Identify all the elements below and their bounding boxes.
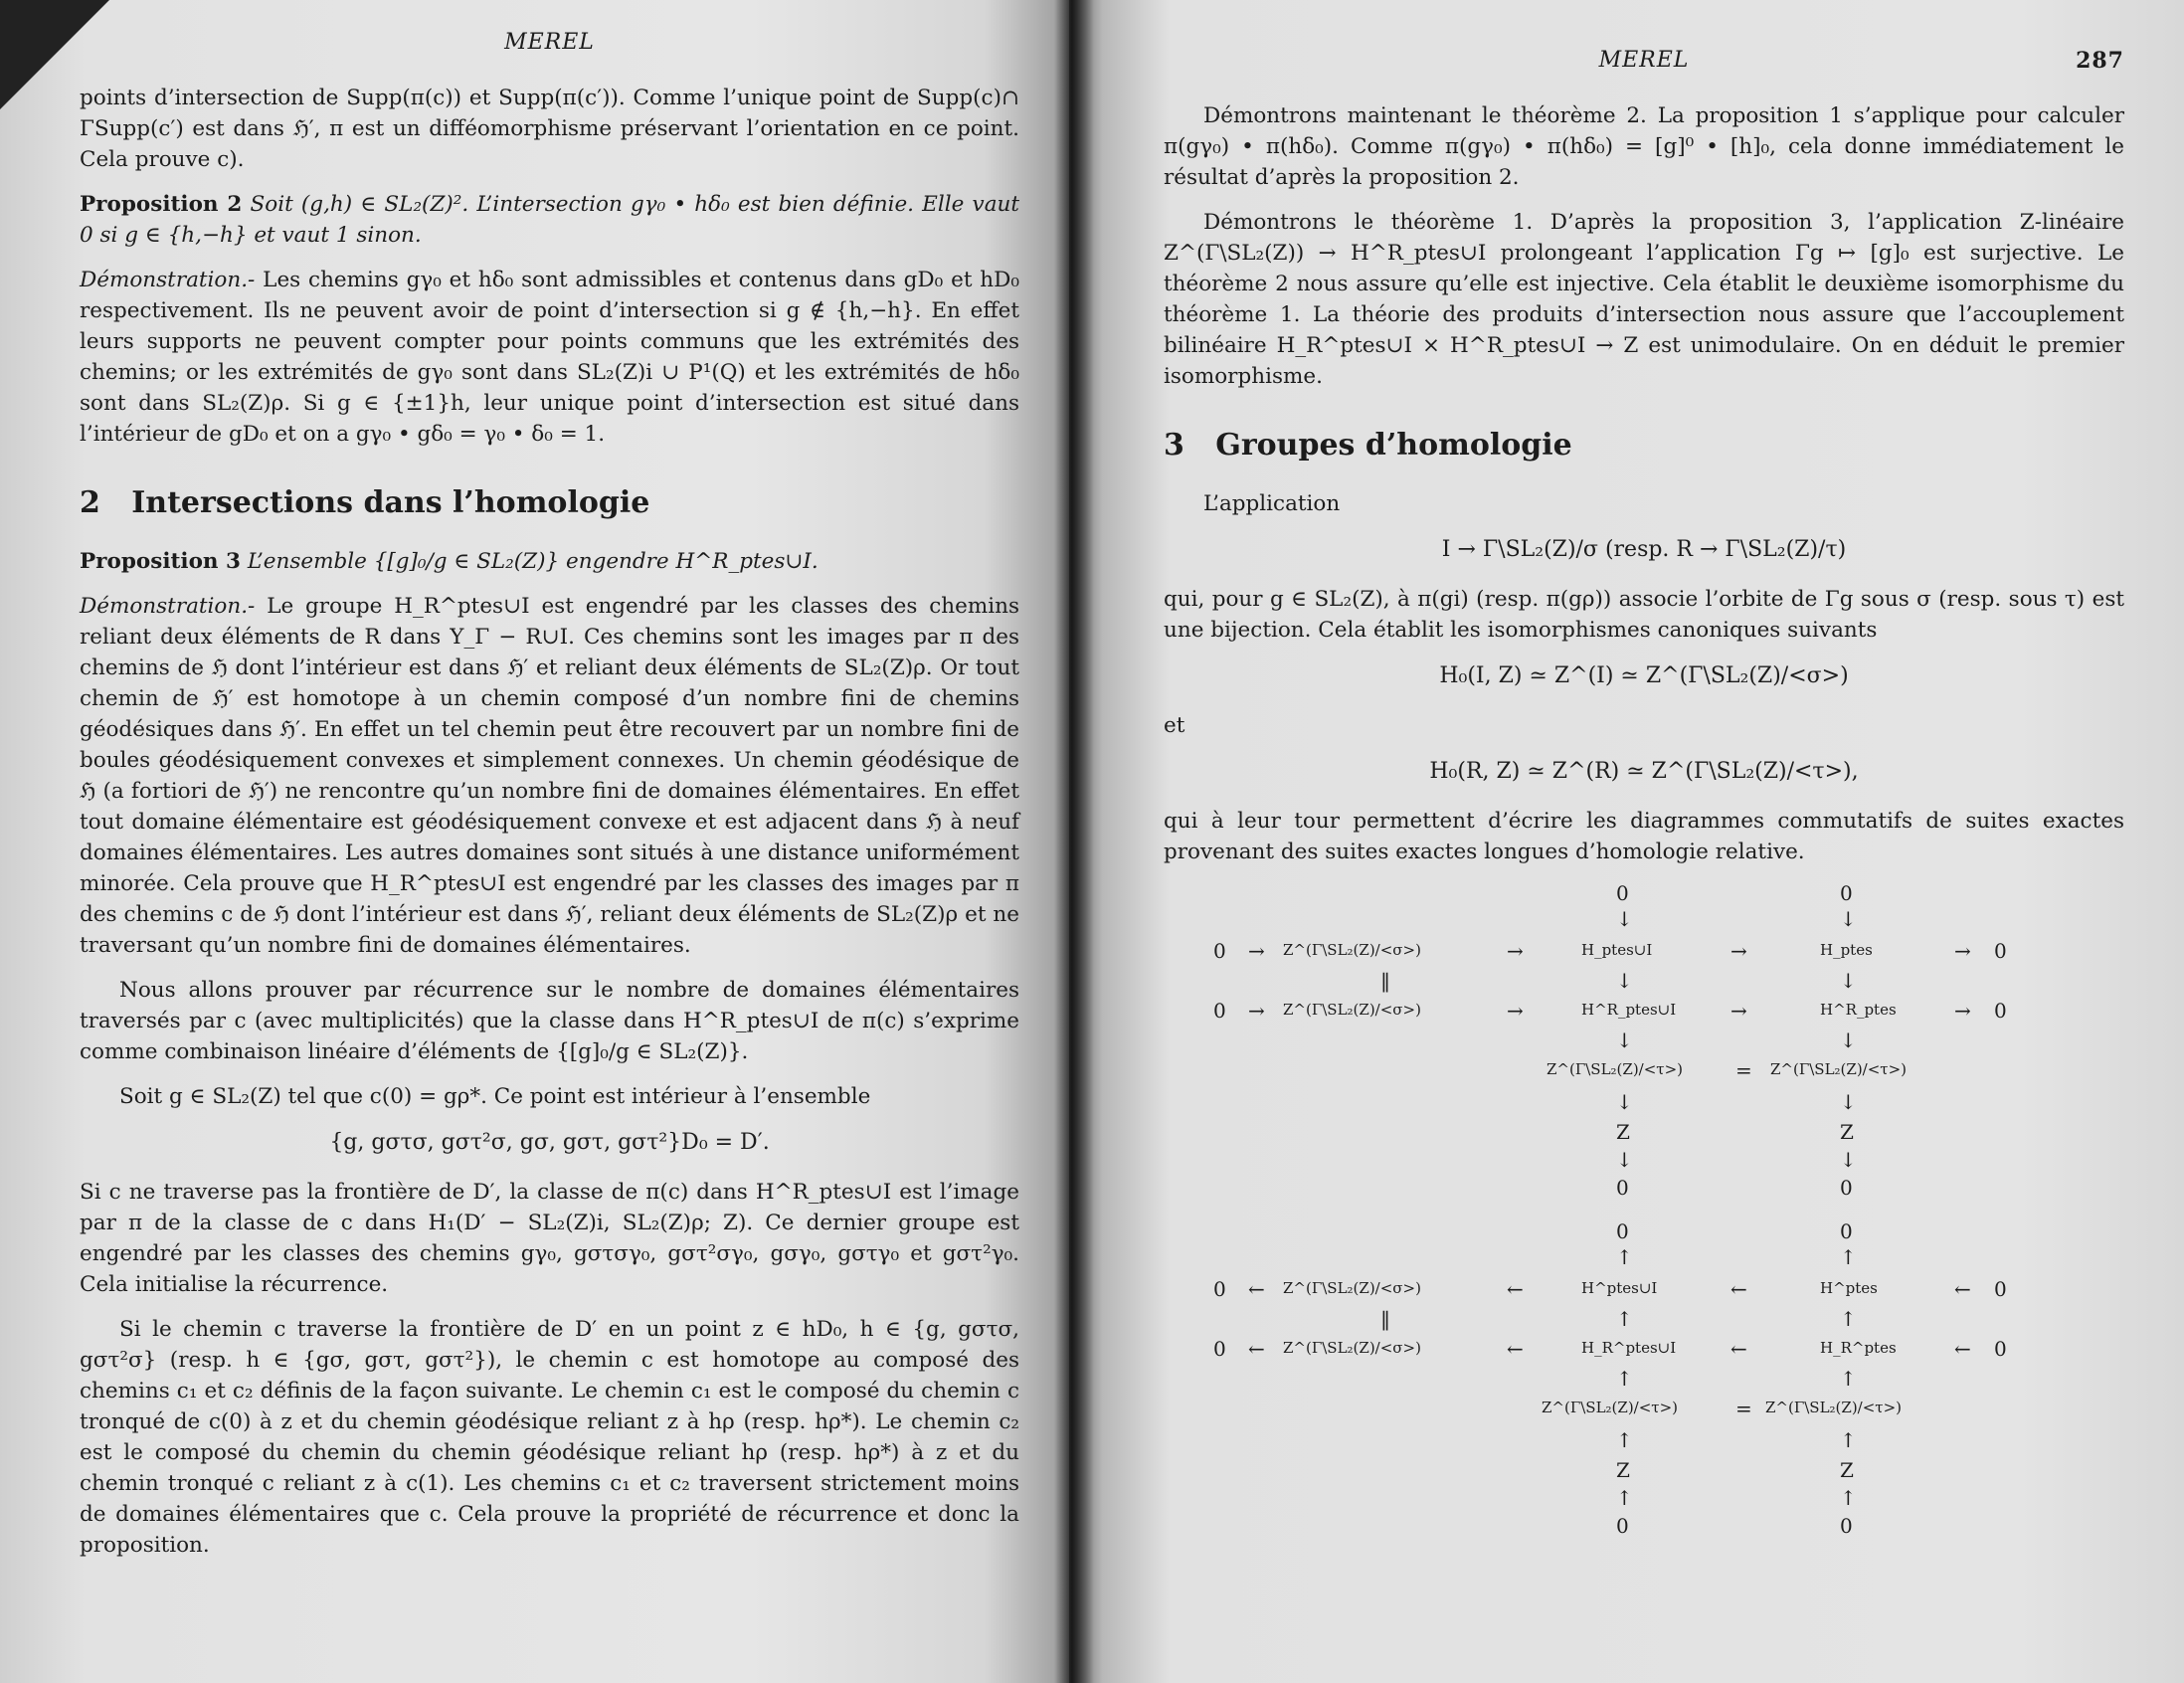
h-up-ptes: H^ptes bbox=[1820, 1279, 1878, 1297]
demonstration-label: Démonstration.- bbox=[80, 268, 256, 292]
section-heading-2 bbox=[80, 485, 1019, 520]
arrow-down: ↓ bbox=[1840, 1028, 1857, 1052]
arrow-right: → bbox=[1507, 999, 1524, 1023]
arrow-right: → bbox=[1730, 939, 1747, 963]
et-word: et bbox=[1164, 713, 1185, 738]
paragraph: Démontrons le théorème 1. D’après la proposition 3, l’application Z-linéaire Z^(Γ\SL₂(Z)) → H^R_ptes∪I prolongeant l’application Γg ↦ [g]₀ est surjective. Le théorème 2 nous assure qu’elle est injective. Cela établit le deuxième isomorphisme du théorème 1. La théorie des produits d’intersection nous assure que l’accouplement bilinéaire H_R^ptes∪I × H^R_ptes∪I → Z est unimodulaire. On en déduit le premier isomorphisme. bbox=[1164, 210, 2124, 389]
diagram-zero: 0 bbox=[1213, 939, 1226, 963]
z-tau: Z^(Γ\SL₂(Z)/<τ>) bbox=[1765, 1399, 1903, 1416]
equation-application: I → Γ\SL₂(Z)/σ (resp. R → Γ\SL₂(Z)/τ) bbox=[1441, 537, 1847, 562]
diagram-zero: 0 bbox=[1840, 1219, 1853, 1243]
left-page bbox=[0, 0, 1069, 1683]
proposition-3 bbox=[80, 546, 1019, 577]
double-line: ‖ bbox=[1380, 1307, 1390, 1331]
arrow-down: ↓ bbox=[1616, 907, 1633, 931]
arrow-down: ↓ bbox=[1616, 1028, 1633, 1052]
arrow-left: ← bbox=[1730, 1337, 1747, 1361]
arrow-down: ↓ bbox=[1616, 1148, 1633, 1172]
z-symbol: Z bbox=[1840, 1458, 1854, 1482]
z-symbol: Z bbox=[1616, 1120, 1630, 1144]
paragraph: qui, pour g ∈ SL₂(Z), à π(gi) (resp. π(gρ)) associe l’orbite de Γg sous σ (resp. sous τ) est une bijection. Cela établit les isomorphismes canoniques suivants bbox=[1164, 587, 2124, 643]
book-spine-shadow bbox=[1054, 0, 1094, 1683]
paragraph-si-2: Si le chemin c traverse la frontière de D′ en un point z ∈ hD₀, h ∈ {g, gστσ, gστ²σ} (resp. h ∈ {gσ, gστ, gστ²}), le chemin c est homotope au composé des chemins c₁ et c₂ définis de la façon suivante. Le chemin c₁ est le composé du chemin c tronqué de c(0) à z et du chemin géodésique reliant z à hρ (resp. hρ*). Le chemin c₂ est le composé du chemin du chemin géodésique reliant hρ (resp. hρ*) à z et du chemin tronqué c reliant z à c(1). Les chemins c₁ et c₂ traversent strictement moins de domaines élémentaires que c. Cela prouve la propriété de récurrence et donc la proposition. bbox=[80, 1317, 1019, 1558]
hR-ptes: H^R_ptes bbox=[1820, 1001, 1897, 1019]
right-page bbox=[1069, 0, 2184, 1683]
arrow-up: ↑ bbox=[1840, 1245, 1857, 1269]
section-number: 2 bbox=[80, 485, 100, 520]
arrow-left: ← bbox=[1954, 1337, 1971, 1361]
paragraph: Démontrons maintenant le théorème 2. La proposition 1 s’applique pour calculer π(gγ₀) • π(hδ₀). Comme π(gγ₀) • π(hδ₀) = [g]⁰ • [h]₀, cela donne immédiatement le résultat d’après la proposition 2. bbox=[1164, 103, 2124, 190]
hR-up-ptes-ui: H_R^ptes∪I bbox=[1581, 1339, 1677, 1357]
arrow-right: → bbox=[1507, 939, 1524, 963]
diagram-zero: 0 bbox=[1994, 1277, 2007, 1301]
diagram-zero: 0 bbox=[1616, 1514, 1629, 1538]
double-line: ‖ bbox=[1380, 969, 1390, 993]
section-number: 3 bbox=[1164, 428, 1184, 463]
arrow-left: ← bbox=[1507, 1337, 1524, 1361]
arrow-up: ↑ bbox=[1616, 1486, 1633, 1510]
z-symbol: Z bbox=[1840, 1120, 1854, 1144]
proposition-2 bbox=[80, 189, 1019, 251]
arrow-right: → bbox=[1954, 999, 1971, 1023]
demonstration-label: Démonstration.- bbox=[80, 594, 256, 619]
arrow-left: ← bbox=[1248, 1337, 1265, 1361]
commutative-diagrams bbox=[1164, 881, 2124, 1637]
z-tau: Z^(Γ\SL₂(Z)/<τ>) bbox=[1547, 1060, 1684, 1078]
diagram-zero: 0 bbox=[1616, 1176, 1629, 1200]
demonstration-2 bbox=[80, 591, 1019, 961]
arrow-down: ↓ bbox=[1840, 969, 1857, 993]
demonstration-text: Le groupe H_R^ptes∪I est engendré par les classes des chemins reliant deux éléments de R dans Y_Γ − R∪I. Ces chemins sont les images par π des chemins de ℌ dont l’intérieur est dans ℌ′ et reliant deux éléments de SL₂(Z)ρ. Or tout chemin de ℌ′ est homotope à un chemin composé d’un nombre fini de chemins géodésiques dans ℌ′. En effet un tel chemin peut être recouvert par un nombre fini de boules géodésiquement convexes et simplement connexes. Un chemin géodésique de ℌ (a fortiori de ℌ′) ne rencontre qu’un nombre fini de domaines élémentaires. En effet tout domaine élémentaire est géodésiquement convexe et est adjacent dans ℌ à neuf domaines élémentaires. Les autres domaines sont situés à une distance uniformément minorée. Cela prouve que H_R^ptes∪I est engendré par les classes des images par π des chemins c de ℌ dont l’intérieur est dans ℌ′, reliant deux éléments de SL₂(Z)ρ et ne traversant qu’un nombre fini de domaines élémentaires. bbox=[80, 594, 1019, 958]
arrow-up: ↑ bbox=[1616, 1307, 1633, 1331]
z-tau: Z^(Γ\SL₂(Z)/<τ>) bbox=[1542, 1399, 1679, 1416]
section-title: Groupes d’homologie bbox=[1215, 428, 1572, 463]
hR-ptes-ui: H^R_ptes∪I bbox=[1581, 1001, 1677, 1019]
arrow-up: ↑ bbox=[1616, 1367, 1633, 1391]
diagram-zero: 0 bbox=[1616, 881, 1629, 905]
equals: = bbox=[1735, 1058, 1752, 1082]
h-ptes: H_ptes bbox=[1820, 941, 1873, 959]
arrow-left: ← bbox=[1730, 1277, 1747, 1301]
paragraph: qui à leur tour permettent d’écrire les diagrammes commutatifs de suites exactes provenant des suites exactes longues d’homologie relative. bbox=[1164, 809, 2124, 864]
arrow-up: ↑ bbox=[1840, 1307, 1857, 1331]
demonstration-text: Les chemins gγ₀ et hδ₀ sont admissibles et contenus dans gD₀ et hD₀ respectivement. Ils ne peuvent avoir de point d’intersection si g ∉ {h,−h}. En effet leurs supports ne peuvent compter pour points communs que les extrémités des chemins; or les extrémités de gγ₀ sont dans SL₂(Z)i ∪ P¹(Q) et les extrémités de hδ₀ sont dans SL₂(Z)ρ. Si g ∈ {±1}h, leur unique point d’intersection est situé dans l’intérieur de gD₀ et on a gγ₀ • gδ₀ = γ₀ • δ₀ = 1. bbox=[80, 268, 1020, 447]
paragraph: points d’intersection de Supp(π(c)) et Supp(π(c′)). Comme l’unique point de Supp(c)∩ ΓSupp(c′) est dans ℌ′, π est un difféomorphisme préservant l’orientation en ce point. Cela prouve c). bbox=[80, 86, 1019, 172]
diagram-zero: 0 bbox=[1213, 1337, 1226, 1361]
page-number: 287 bbox=[2076, 48, 2124, 74]
h-up-ptes-ui: H^ptes∪I bbox=[1581, 1279, 1658, 1297]
proposition-label: Proposition 2 bbox=[80, 192, 243, 217]
arrow-up: ↑ bbox=[1840, 1367, 1857, 1391]
arrow-up: ↑ bbox=[1616, 1245, 1633, 1269]
arrow-down: ↓ bbox=[1840, 1148, 1857, 1172]
arrow-left: ← bbox=[1954, 1277, 1971, 1301]
z-sigma: Z^(Γ\SL₂(Z)/<σ>) bbox=[1283, 1001, 1421, 1019]
diagram-zero: 0 bbox=[1994, 939, 2007, 963]
arrow-right: → bbox=[1730, 999, 1747, 1023]
diagram-zero: 0 bbox=[1840, 1514, 1853, 1538]
equation-H0-R: H₀(R, Z) ≃ Z^(R) ≃ Z^(Γ\SL₂(Z)/<τ>), bbox=[1429, 759, 1859, 784]
equation-D-prime: {g, gστσ, gστ²σ, gσ, gστ, gστ²}D₀ = D′. bbox=[329, 1130, 770, 1155]
diagram-zero: 0 bbox=[1840, 881, 1853, 905]
arrow-down: ↓ bbox=[1616, 969, 1633, 993]
proposition-text: L’ensemble {[g]₀/g ∈ SL₂(Z)} engendre H^R_ptes∪I. bbox=[247, 549, 819, 574]
z-symbol: Z bbox=[1616, 1458, 1630, 1482]
diagram-zero: 0 bbox=[1213, 1277, 1226, 1301]
arrow-down: ↓ bbox=[1840, 1090, 1857, 1114]
arrow-right: → bbox=[1248, 939, 1265, 963]
diagram-zero: 0 bbox=[1840, 1176, 1853, 1200]
arrow-up: ↑ bbox=[1840, 1428, 1857, 1452]
z-tau: Z^(Γ\SL₂(Z)/<τ>) bbox=[1770, 1060, 1908, 1078]
page-corner-shadow bbox=[0, 0, 109, 109]
arrow-up: ↑ bbox=[1840, 1486, 1857, 1510]
arrow-right: → bbox=[1954, 939, 1971, 963]
h-ptes-ui: H_ptes∪I bbox=[1581, 941, 1653, 959]
arrow-down: ↓ bbox=[1840, 907, 1857, 931]
arrow-left: ← bbox=[1248, 1277, 1265, 1301]
arrow-right: → bbox=[1248, 999, 1265, 1023]
paragraph-si-1: Si c ne traverse pas la frontière de D′, la classe de π(c) dans H^R_ptes∪I est l’image par π de la classe de c dans H₁(D′ − SL₂(Z)i, SL₂(Z)ρ; Z). Ce dernier groupe est engendré par les classes des chemins gγ₀, gστσγ₀, gστ²σγ₀, gσγ₀, gστγ₀ et gστ²γ₀. Cela initialise la récurrence. bbox=[80, 1180, 1019, 1297]
paragraph-recurrence: Nous allons prouver par récurrence sur le nombre de domaines élémentaires traversés par c (avec multiplicités) que la classe dans H^R_ptes∪I de π(c) s’exprime comme combinaison linéaire d’éléments de {[g]₀/g ∈ SL₂(Z)}. bbox=[80, 978, 1019, 1064]
running-head-text: MEREL bbox=[1598, 48, 1690, 73]
z-sigma: Z^(Γ\SL₂(Z)/<σ>) bbox=[1283, 1339, 1421, 1357]
demonstration-1 bbox=[80, 265, 1019, 450]
diagram-zero: 0 bbox=[1994, 1337, 2007, 1361]
z-sigma: Z^(Γ\SL₂(Z)/<σ>) bbox=[1283, 1279, 1421, 1297]
arrow-left: ← bbox=[1507, 1277, 1524, 1301]
equation-H0-I: H₀(I, Z) ≃ Z^(I) ≃ Z^(Γ\SL₂(Z)/<σ>) bbox=[1439, 663, 1849, 688]
diagram-zero: 0 bbox=[1994, 999, 2007, 1023]
running-head-left: MEREL bbox=[504, 30, 595, 55]
diagram-zero: 0 bbox=[1616, 1219, 1629, 1243]
arrow-up: ↑ bbox=[1616, 1428, 1633, 1452]
z-sigma: Z^(Γ\SL₂(Z)/<σ>) bbox=[1283, 941, 1421, 959]
running-head-right bbox=[1164, 48, 2124, 73]
paragraph-soit: Soit g ∈ SL₂(Z) tel que c(0) = gρ*. Ce point est intérieur à l’ensemble bbox=[119, 1084, 871, 1109]
proposition-text: Soit (g,h) ∈ SL₂(Z)². L’intersection gγ₀ • hδ₀ est bien définie. Elle vaut 0 si g ∈ {h,−h} et vaut 1 sinon. bbox=[80, 192, 1019, 248]
diagram-zero: 0 bbox=[1213, 999, 1226, 1023]
proposition-label: Proposition 3 bbox=[80, 549, 241, 574]
equals: = bbox=[1735, 1397, 1752, 1420]
arrow-down: ↓ bbox=[1616, 1090, 1633, 1114]
section-title: Intersections dans l’homologie bbox=[131, 485, 650, 520]
paragraph: L’application bbox=[1203, 491, 1341, 516]
section-heading-3 bbox=[1164, 428, 2124, 463]
hR-up-ptes: H_R^ptes bbox=[1820, 1339, 1897, 1357]
